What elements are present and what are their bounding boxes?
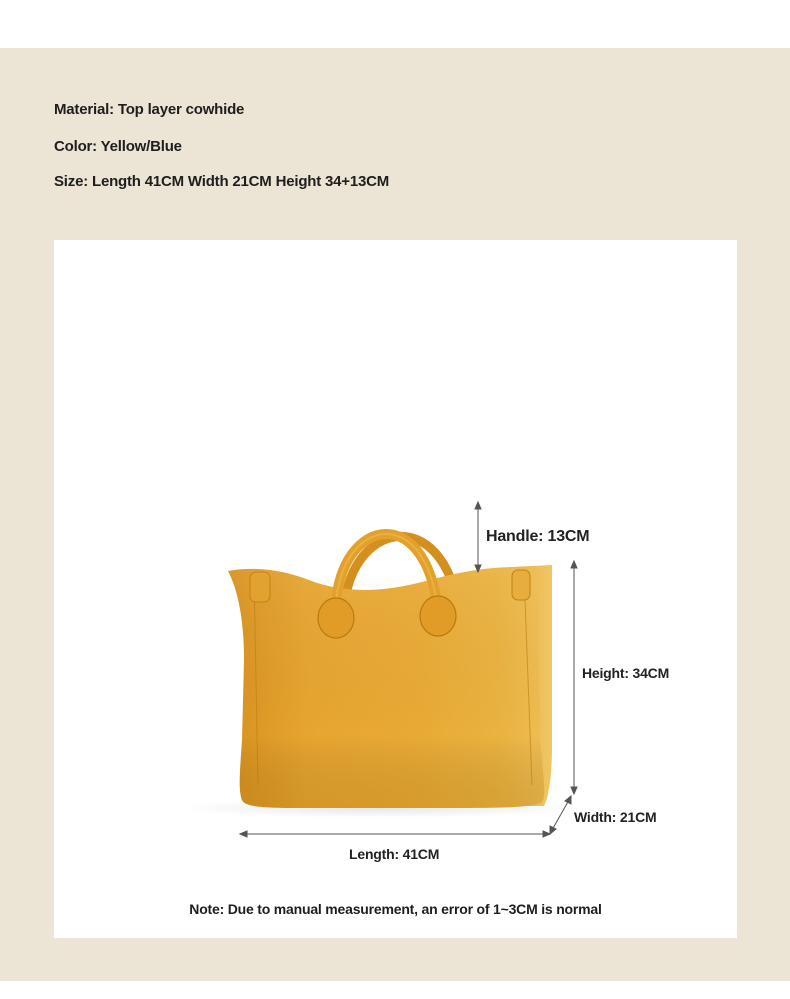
measurement-note: Note: Due to manual measurement, an error of 1~3CM is normal bbox=[189, 901, 602, 917]
product-photo-card bbox=[54, 240, 737, 938]
right-side-tab bbox=[512, 570, 530, 600]
handle-dimension-label: Handle: 13CM bbox=[486, 528, 590, 545]
left-handle-tab bbox=[318, 598, 354, 638]
right-handle-tab bbox=[420, 596, 456, 636]
left-side-tab bbox=[250, 572, 270, 602]
height-dimension-label: Height: 34CM bbox=[582, 665, 670, 681]
tote-bag-illustration bbox=[54, 240, 737, 938]
width-dimension-label: Width: 21CM bbox=[574, 809, 657, 825]
spec-size: Size: Length 41CM Width 21CM Height 34+13CM bbox=[54, 173, 390, 190]
length-dimension-label: Length: 41CM bbox=[349, 846, 440, 862]
spec-material: Material: Top layer cowhide bbox=[54, 101, 245, 118]
spec-color: Color: Yellow/Blue bbox=[54, 138, 182, 155]
